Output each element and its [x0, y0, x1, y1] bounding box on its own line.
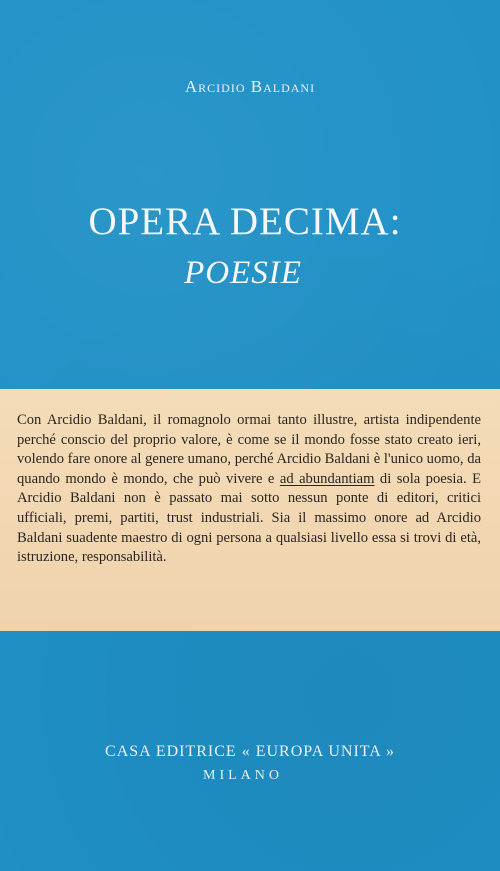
author-name: Arcidio Baldani: [184, 77, 316, 96]
blurb-band: [0, 389, 500, 631]
blurb-text: [17, 411, 481, 568]
publisher-name: CASA EDITRICE « EUROPA UNITA »: [105, 743, 395, 760]
book-title: OPERA DECIMA:: [88, 200, 402, 243]
blurb-emphasis: ad abundantiam: [279, 470, 375, 487]
book-subtitle: POESIE: [184, 255, 302, 291]
publisher-city: MILANO: [203, 768, 283, 783]
blurb-text-part-2: di sola poesia. E Arcidio Baldani non è passato mai sotto nessun ponte di editori, critici ufficiali, premi, partiti, trust industriali. Sia il massimo onore ad Arcidio Baldani suadente maestro di ogni persona a qualsiasi livello essa si trovi di età, istruzione, responsabilità.: [17, 470, 481, 566]
blurb-text-part-1: Con Arcidio Baldani, il romagnolo ormai tanto illustre, artista indipendente perché conscio del proprio valore, è come se il mondo fosse stato creato ieri, volendo fare onore al genere umano, perché Arcidio Baldani è l'unico uomo, da quando mondo è mondo, che può vivere e: [17, 412, 481, 487]
